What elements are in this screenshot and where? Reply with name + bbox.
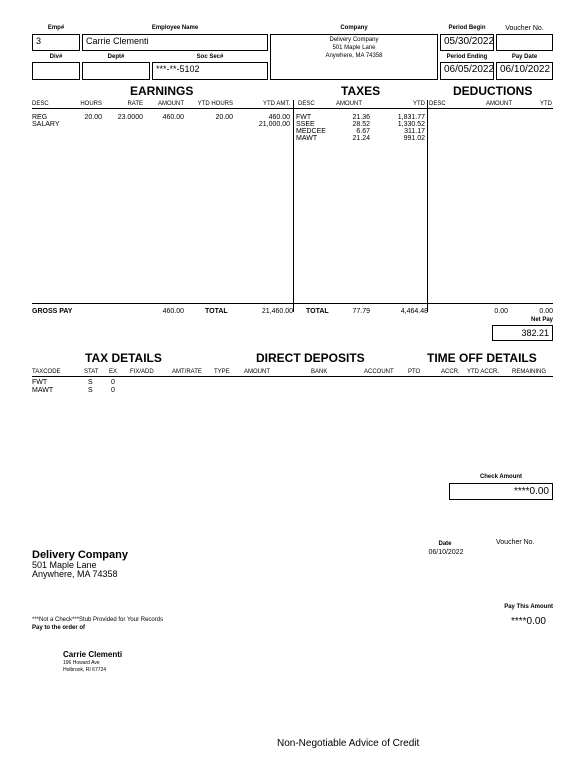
period-begin-value: 05/30/2022 bbox=[440, 34, 494, 51]
div-label: Div# bbox=[49, 54, 63, 60]
pay-date-label: Pay Date bbox=[511, 54, 538, 60]
tax-amount: 28.52 bbox=[352, 121, 370, 128]
tax-details-taxcode: MAWT bbox=[32, 387, 54, 394]
tax-ytd: 1,831.77 bbox=[397, 114, 425, 121]
check-amount-label: Check Amount bbox=[479, 474, 523, 480]
earnings-col-hours: HOURS bbox=[80, 101, 102, 107]
earnings-total-ytd: 21,460.00 bbox=[261, 308, 293, 315]
emp-label: Emp# bbox=[47, 25, 65, 31]
tax-details-ex: 0 bbox=[111, 379, 115, 386]
company-city-line: Anywhere, MA 74358 bbox=[325, 53, 383, 59]
check-date-label: Date bbox=[438, 541, 452, 547]
check-date-value: 06/10/2022 bbox=[428, 549, 464, 556]
dept-value bbox=[82, 62, 150, 80]
check-company-name: Delivery Company bbox=[32, 549, 128, 561]
tax-details-stat: S bbox=[88, 387, 93, 394]
tax-details-stat: S bbox=[88, 379, 93, 386]
employee-name: Carrie Clementi bbox=[82, 34, 268, 51]
time-off-col-ytd-accr: YTD ACCR. bbox=[467, 369, 500, 375]
payee-address2: Holbrook, RI 67724 bbox=[63, 667, 107, 673]
company-label: Company bbox=[340, 25, 368, 31]
tax-ytd: 991.02 bbox=[403, 135, 425, 142]
tax-details-col-ex: EX bbox=[109, 369, 118, 375]
time-off-col-pto: PTO bbox=[408, 369, 421, 375]
time-off-col-remaining: REMAINING bbox=[512, 369, 547, 375]
taxes-total-label: TOTAL bbox=[306, 308, 329, 315]
taxes-col-amount: AMOUNT bbox=[336, 101, 362, 107]
tax-desc: FWT bbox=[296, 114, 312, 121]
dept-label: Dept# bbox=[107, 54, 125, 60]
tax-ytd: 1,330.52 bbox=[397, 121, 425, 128]
tax-amount: 21.24 bbox=[352, 135, 370, 142]
earnings-col-amount: AMOUNT bbox=[158, 101, 184, 107]
period-ending-label: Period Ending bbox=[446, 54, 488, 60]
gross-pay-value: 460.00 bbox=[162, 308, 184, 315]
earnings-col-rate: RATE bbox=[127, 101, 143, 107]
employee-name-label: Employee Name bbox=[151, 25, 199, 31]
check-company-address1: 501 Maple Lane bbox=[32, 560, 97, 570]
tax-amount: 21.36 bbox=[352, 114, 370, 121]
period-ending-value: 06/05/2022 bbox=[440, 62, 494, 80]
earnings-ytd-amt: 460.00 bbox=[268, 114, 290, 121]
deductions-title: DEDUCTIONS bbox=[453, 84, 533, 98]
voucher-no-label: Voucher No. bbox=[505, 25, 544, 32]
tax-details-col-amt-rate: AMT/RATE bbox=[172, 369, 202, 375]
net-pay-label: Net Pay bbox=[530, 317, 553, 323]
time-off-col-accr: ACCR. bbox=[441, 369, 460, 375]
tax-details-col-type: TYPE bbox=[214, 369, 230, 375]
taxes-col-desc: DESC bbox=[298, 101, 315, 107]
company-box bbox=[270, 34, 438, 80]
earnings-desc: REG bbox=[32, 114, 48, 121]
earnings-desc: SALARY bbox=[32, 121, 60, 128]
earnings-col-ytd-amt: YTD AMT. bbox=[262, 101, 290, 107]
emp-number: 3 bbox=[32, 34, 80, 51]
pay-to-order-label: Pay to the order of bbox=[32, 625, 86, 631]
taxes-total-ytd: 4,464.48 bbox=[400, 308, 428, 315]
earnings-title: EARNINGS bbox=[130, 84, 194, 98]
payee-address1: 196 Howard Ave bbox=[63, 660, 100, 666]
div-value bbox=[32, 62, 80, 80]
period-begin-label: Period Begin bbox=[448, 25, 486, 31]
taxes-col-ytd: YTD bbox=[413, 101, 425, 107]
tax-details-col-fix-add: FIX/ADD bbox=[130, 369, 154, 375]
voucher-no-value bbox=[496, 34, 553, 51]
earnings-rate: 23.0000 bbox=[117, 114, 143, 121]
deposits-col-amount: AMOUNT bbox=[244, 369, 270, 375]
taxes-total-amount: 77.79 bbox=[352, 308, 370, 315]
check-amount-value: ****0.00 bbox=[449, 483, 553, 500]
deposits-col-account: ACCOUNT bbox=[364, 369, 394, 375]
check-company-address2: Anywhere, MA 74358 bbox=[32, 569, 118, 579]
deductions-col-desc: DESC bbox=[429, 101, 446, 107]
non-negotiable-footer: Non-Negotiable Advice of Credit bbox=[277, 738, 420, 749]
deductions-col-amount: AMOUNT bbox=[486, 101, 512, 107]
deductions-total-ytd: 0.00 bbox=[539, 308, 553, 315]
deductions-col-ytd: YTD bbox=[540, 101, 552, 107]
earnings-taxes-divider bbox=[293, 100, 294, 312]
tax-amount: 6.67 bbox=[356, 128, 370, 135]
soc-sec-label: Soc Sec# bbox=[196, 54, 224, 60]
tax-details-ex: 0 bbox=[111, 387, 115, 394]
time-off-details-title: TIME OFF DETAILS bbox=[427, 351, 537, 365]
earnings-col-desc: DESC bbox=[32, 101, 49, 107]
pay-this-amount-value: ****0.00 bbox=[510, 616, 546, 627]
tax-details-col-stat: STAT bbox=[84, 369, 99, 375]
soc-sec-value: ***-**-5102 bbox=[152, 62, 268, 80]
company-name-line: Delivery Company bbox=[329, 37, 379, 43]
earnings-col-ytd-hours: YTD HOURS bbox=[197, 101, 233, 107]
taxes-deductions-divider bbox=[427, 100, 428, 312]
taxes-title: TAXES bbox=[341, 84, 381, 98]
tax-details-col-taxcode: TAXCODE bbox=[32, 369, 61, 375]
tax-desc: SSEE bbox=[296, 121, 315, 128]
earnings-hours: 20.00 bbox=[84, 114, 102, 121]
tax-details-title: TAX DETAILS bbox=[85, 351, 162, 365]
tax-desc: MEDCEE bbox=[296, 128, 326, 135]
earnings-ytd-amt: 21,000.00 bbox=[258, 121, 290, 128]
company-address-line: 501 Maple Lane bbox=[332, 45, 376, 51]
net-pay-value: 382.21 bbox=[492, 325, 553, 341]
totals-rule bbox=[32, 303, 553, 304]
not-a-check-notice: ***Not a Check***Stub Provided for Your Records bbox=[32, 617, 164, 623]
direct-deposits-title: DIRECT DEPOSITS bbox=[256, 351, 365, 365]
pay-this-amount-label: Pay This Amount bbox=[504, 604, 553, 610]
deductions-total-amount: 0.00 bbox=[494, 308, 508, 315]
earnings-total-label: TOTAL bbox=[205, 308, 228, 315]
earnings-amount: 460.00 bbox=[162, 114, 184, 121]
check-voucher-label: Voucher No. bbox=[496, 539, 535, 546]
pay-date-value: 06/10/2022 bbox=[496, 62, 553, 80]
tax-details-taxcode: FWT bbox=[32, 379, 48, 386]
deposits-col-bank: BANK bbox=[311, 369, 328, 375]
gross-pay-label: GROSS PAY bbox=[32, 308, 73, 315]
details-header-rule bbox=[32, 376, 553, 377]
payee-name: Carrie Clementi bbox=[63, 650, 123, 659]
tax-desc: MAWT bbox=[296, 135, 318, 142]
tax-ytd: 311.17 bbox=[404, 128, 425, 135]
earnings-ytd-hours: 20.00 bbox=[215, 114, 233, 121]
